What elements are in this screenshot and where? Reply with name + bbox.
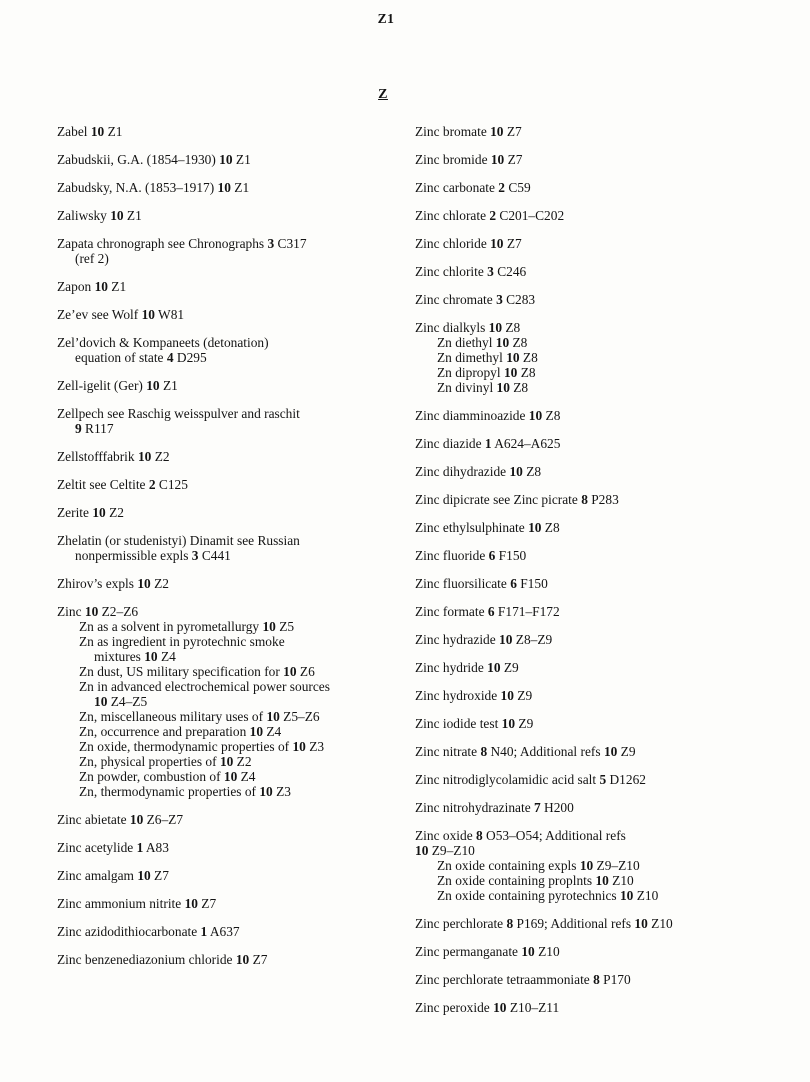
entry-line: Zinc peroxide 10 Z10–Z11: [415, 1000, 560, 1015]
index-entry: [415, 688, 761, 703]
page-header-code: Z1: [377, 11, 395, 26]
entry-line: Zn oxide containing expls 10 Z9–Z10: [437, 858, 640, 873]
entry-line: mixtures 10 Z4: [94, 649, 176, 664]
index-entry: [57, 533, 387, 563]
entry-line: 10 Z4–Z5: [94, 694, 148, 709]
index-entry: [415, 660, 761, 675]
index-entry: [415, 208, 761, 223]
entry-line: nonpermissible expls 3 C441: [75, 548, 231, 563]
entry-line: Zn oxide containing proplnts 10 Z10: [437, 873, 634, 888]
entry-line: Zinc bromide 10 Z7: [415, 152, 523, 167]
index-entry: [57, 868, 387, 883]
entry-line: Zinc azidodithiocarbonate 1 A637: [57, 924, 240, 939]
entry-line: Zeltit see Celtite 2 C125: [57, 477, 188, 492]
index-entry: [57, 505, 387, 520]
index-entry: [57, 279, 387, 294]
index-entry: [57, 378, 387, 393]
entry-line: Zinc hydride 10 Z9: [415, 660, 519, 675]
entry-line: Zn as ingredient in pyrotechnic smoke: [79, 634, 285, 649]
entry-line: Zinc dipicrate see Zinc picrate 8 P283: [415, 492, 619, 507]
index-entry: [415, 124, 761, 139]
index-entry: [415, 828, 761, 903]
entry-line: Zn powder, combustion of 10 Z4: [79, 769, 256, 784]
entry-line: Zinc diazide 1 A624–A625: [415, 436, 561, 451]
index-entry: [415, 180, 761, 195]
entry-line: Zapata chronograph see Chronographs 3 C317: [57, 236, 307, 251]
entry-line: Zn oxide containing pyrotechnics 10 Z10: [437, 888, 659, 903]
entry-line: Zhirov’s expls 10 Z2: [57, 576, 169, 591]
entry-line: Zinc fluoride 6 F150: [415, 548, 527, 563]
entry-line: Zhelatin (or studenistyi) Dinamit see Russian: [57, 533, 300, 548]
entry-line: Zinc iodide test 10 Z9: [415, 716, 534, 731]
entry-line: Zinc hydroxide 10 Z9: [415, 688, 533, 703]
index-entry: [415, 972, 761, 987]
entry-line: Zabel 10 Z1: [57, 124, 123, 139]
entry-line: Zinc amalgam 10 Z7: [57, 868, 169, 883]
index-entry: [57, 896, 387, 911]
index-entry: [415, 408, 761, 423]
entry-line: Zn divinyl 10 Z8: [437, 380, 529, 395]
entry-line: Zinc permanganate 10 Z10: [415, 944, 560, 959]
entry-line: Zinc abietate 10 Z6–Z7: [57, 812, 184, 827]
index-entry: [415, 436, 761, 451]
index-entry: [415, 1000, 761, 1015]
index-entry: [57, 924, 387, 939]
entry-line: Zn, occurrence and preparation 10 Z4: [79, 724, 282, 739]
entry-line: Zn in advanced electrochemical power sources: [79, 679, 330, 694]
entry-line: Zel’dovich & Kompaneets (detonation): [57, 335, 269, 350]
entry-line: Zinc dihydrazide 10 Z8: [415, 464, 542, 479]
index-entry: [57, 180, 387, 195]
entry-line: Zinc nitrodiglycolamidic acid salt 5 D1262: [415, 772, 646, 787]
index-entry: [415, 800, 761, 815]
index-entry: [57, 208, 387, 223]
entry-line: Zinc perchlorate 8 P169; Additional refs 10 Z10: [415, 916, 673, 931]
entry-line: Zinc diamminoazide 10 Z8: [415, 408, 561, 423]
index-entry: [57, 124, 387, 139]
index-entry: [57, 840, 387, 855]
entry-line: Zinc oxide 8 O53–O54; Additional refs: [415, 828, 626, 843]
entry-line: Zell-igelit (Ger) 10 Z1: [57, 378, 178, 393]
entry-line: Zinc perchlorate tetraammoniate 8 P170: [415, 972, 631, 987]
entry-line: Zinc chromate 3 C283: [415, 292, 536, 307]
entry-line: Zn oxide, thermodynamic properties of 10 Z3: [79, 739, 325, 754]
entry-line: Zn dust, US military specification for 10 Z6: [79, 664, 315, 679]
index-entry: [415, 492, 761, 507]
index-entry: [57, 335, 387, 365]
entry-line: 10 Z9–Z10: [415, 843, 475, 858]
index-entry: [415, 716, 761, 731]
entry-line: Zinc chlorate 2 C201–C202: [415, 208, 565, 223]
index-entry: [415, 548, 761, 563]
index-entry: [57, 812, 387, 827]
index-entry: [415, 264, 761, 279]
index-entry: [57, 576, 387, 591]
entry-line: Zinc ammonium nitrite 10 Z7: [57, 896, 217, 911]
entry-line: Zinc fluorsilicate 6 F150: [415, 576, 548, 591]
index-entry: [415, 604, 761, 619]
entry-line: Zinc nitrate 8 N40; Additional refs 10 Z9: [415, 744, 636, 759]
index-columns: [57, 124, 761, 1028]
index-entry: [415, 576, 761, 591]
entry-line: Zellpech see Raschig weisspulver and raschit: [57, 406, 300, 421]
entry-line: Zinc benzenediazonium chloride 10 Z7: [57, 952, 268, 967]
entry-line: Zerite 10 Z2: [57, 505, 124, 520]
column-right: [415, 124, 761, 1028]
entry-line: Zinc dialkyls 10 Z8: [415, 320, 521, 335]
index-entry: [57, 604, 387, 799]
index-entry: [415, 772, 761, 787]
index-entry: [415, 744, 761, 759]
section-letter: Z: [378, 87, 388, 102]
entry-line: Zaliwsky 10 Z1: [57, 208, 142, 223]
entry-line: Zinc chloride 10 Z7: [415, 236, 522, 251]
index-entry: [415, 292, 761, 307]
entry-line: Zn diethyl 10 Z8: [437, 335, 528, 350]
entry-line: Zinc acetylide 1 A83: [57, 840, 169, 855]
index-entry: [415, 944, 761, 959]
entry-line: 9 R117: [75, 421, 114, 436]
entry-line: Zn, thermodynamic properties of 10 Z3: [79, 784, 291, 799]
index-entry: [415, 520, 761, 535]
column-left: [57, 124, 387, 1028]
entry-line: equation of state 4 D295: [75, 350, 207, 365]
index-entry: [415, 320, 761, 395]
entry-line: Zapon 10 Z1: [57, 279, 127, 294]
entry-line: Zn dimethyl 10 Z8: [437, 350, 538, 365]
entry-line: (ref 2): [75, 251, 109, 266]
index-entry: [415, 236, 761, 251]
index-entry: [57, 236, 387, 266]
index-entry: [57, 449, 387, 464]
entry-line: Zinc 10 Z2–Z6: [57, 604, 139, 619]
index-entry: [57, 307, 387, 322]
index-entry: [57, 952, 387, 967]
entry-line: Zn dipropyl 10 Z8: [437, 365, 536, 380]
entry-line: Zinc bromate 10 Z7: [415, 124, 522, 139]
entry-line: Zinc ethylsulphinate 10 Z8: [415, 520, 560, 535]
entry-line: Zn, miscellaneous military uses of 10 Z5–Z6: [79, 709, 320, 724]
index-entry: [415, 464, 761, 479]
entry-line: Zinc formate 6 F171–F172: [415, 604, 560, 619]
entry-line: Zinc hydrazide 10 Z8–Z9: [415, 632, 553, 647]
entry-line: Zinc chlorite 3 C246: [415, 264, 527, 279]
index-entry: [415, 152, 761, 167]
entry-line: Zellstofffabrik 10 Z2: [57, 449, 170, 464]
entry-line: Zn as a solvent in pyrometallurgy 10 Z5: [79, 619, 295, 634]
index-entry: [415, 916, 761, 931]
entry-line: Zinc nitrohydrazinate 7 H200: [415, 800, 574, 815]
index-entry: [415, 632, 761, 647]
entry-line: Zabudskii, G.A. (1854–1930) 10 Z1: [57, 152, 251, 167]
entry-line: Ze’ev see Wolf 10 W81: [57, 307, 185, 322]
entry-line: Zabudsky, N.A. (1853–1917) 10 Z1: [57, 180, 250, 195]
index-entry: [57, 477, 387, 492]
index-entry: [57, 152, 387, 167]
index-entry: [57, 406, 387, 436]
entry-line: Zinc carbonate 2 C59: [415, 180, 531, 195]
entry-line: Zn, physical properties of 10 Z2: [79, 754, 252, 769]
